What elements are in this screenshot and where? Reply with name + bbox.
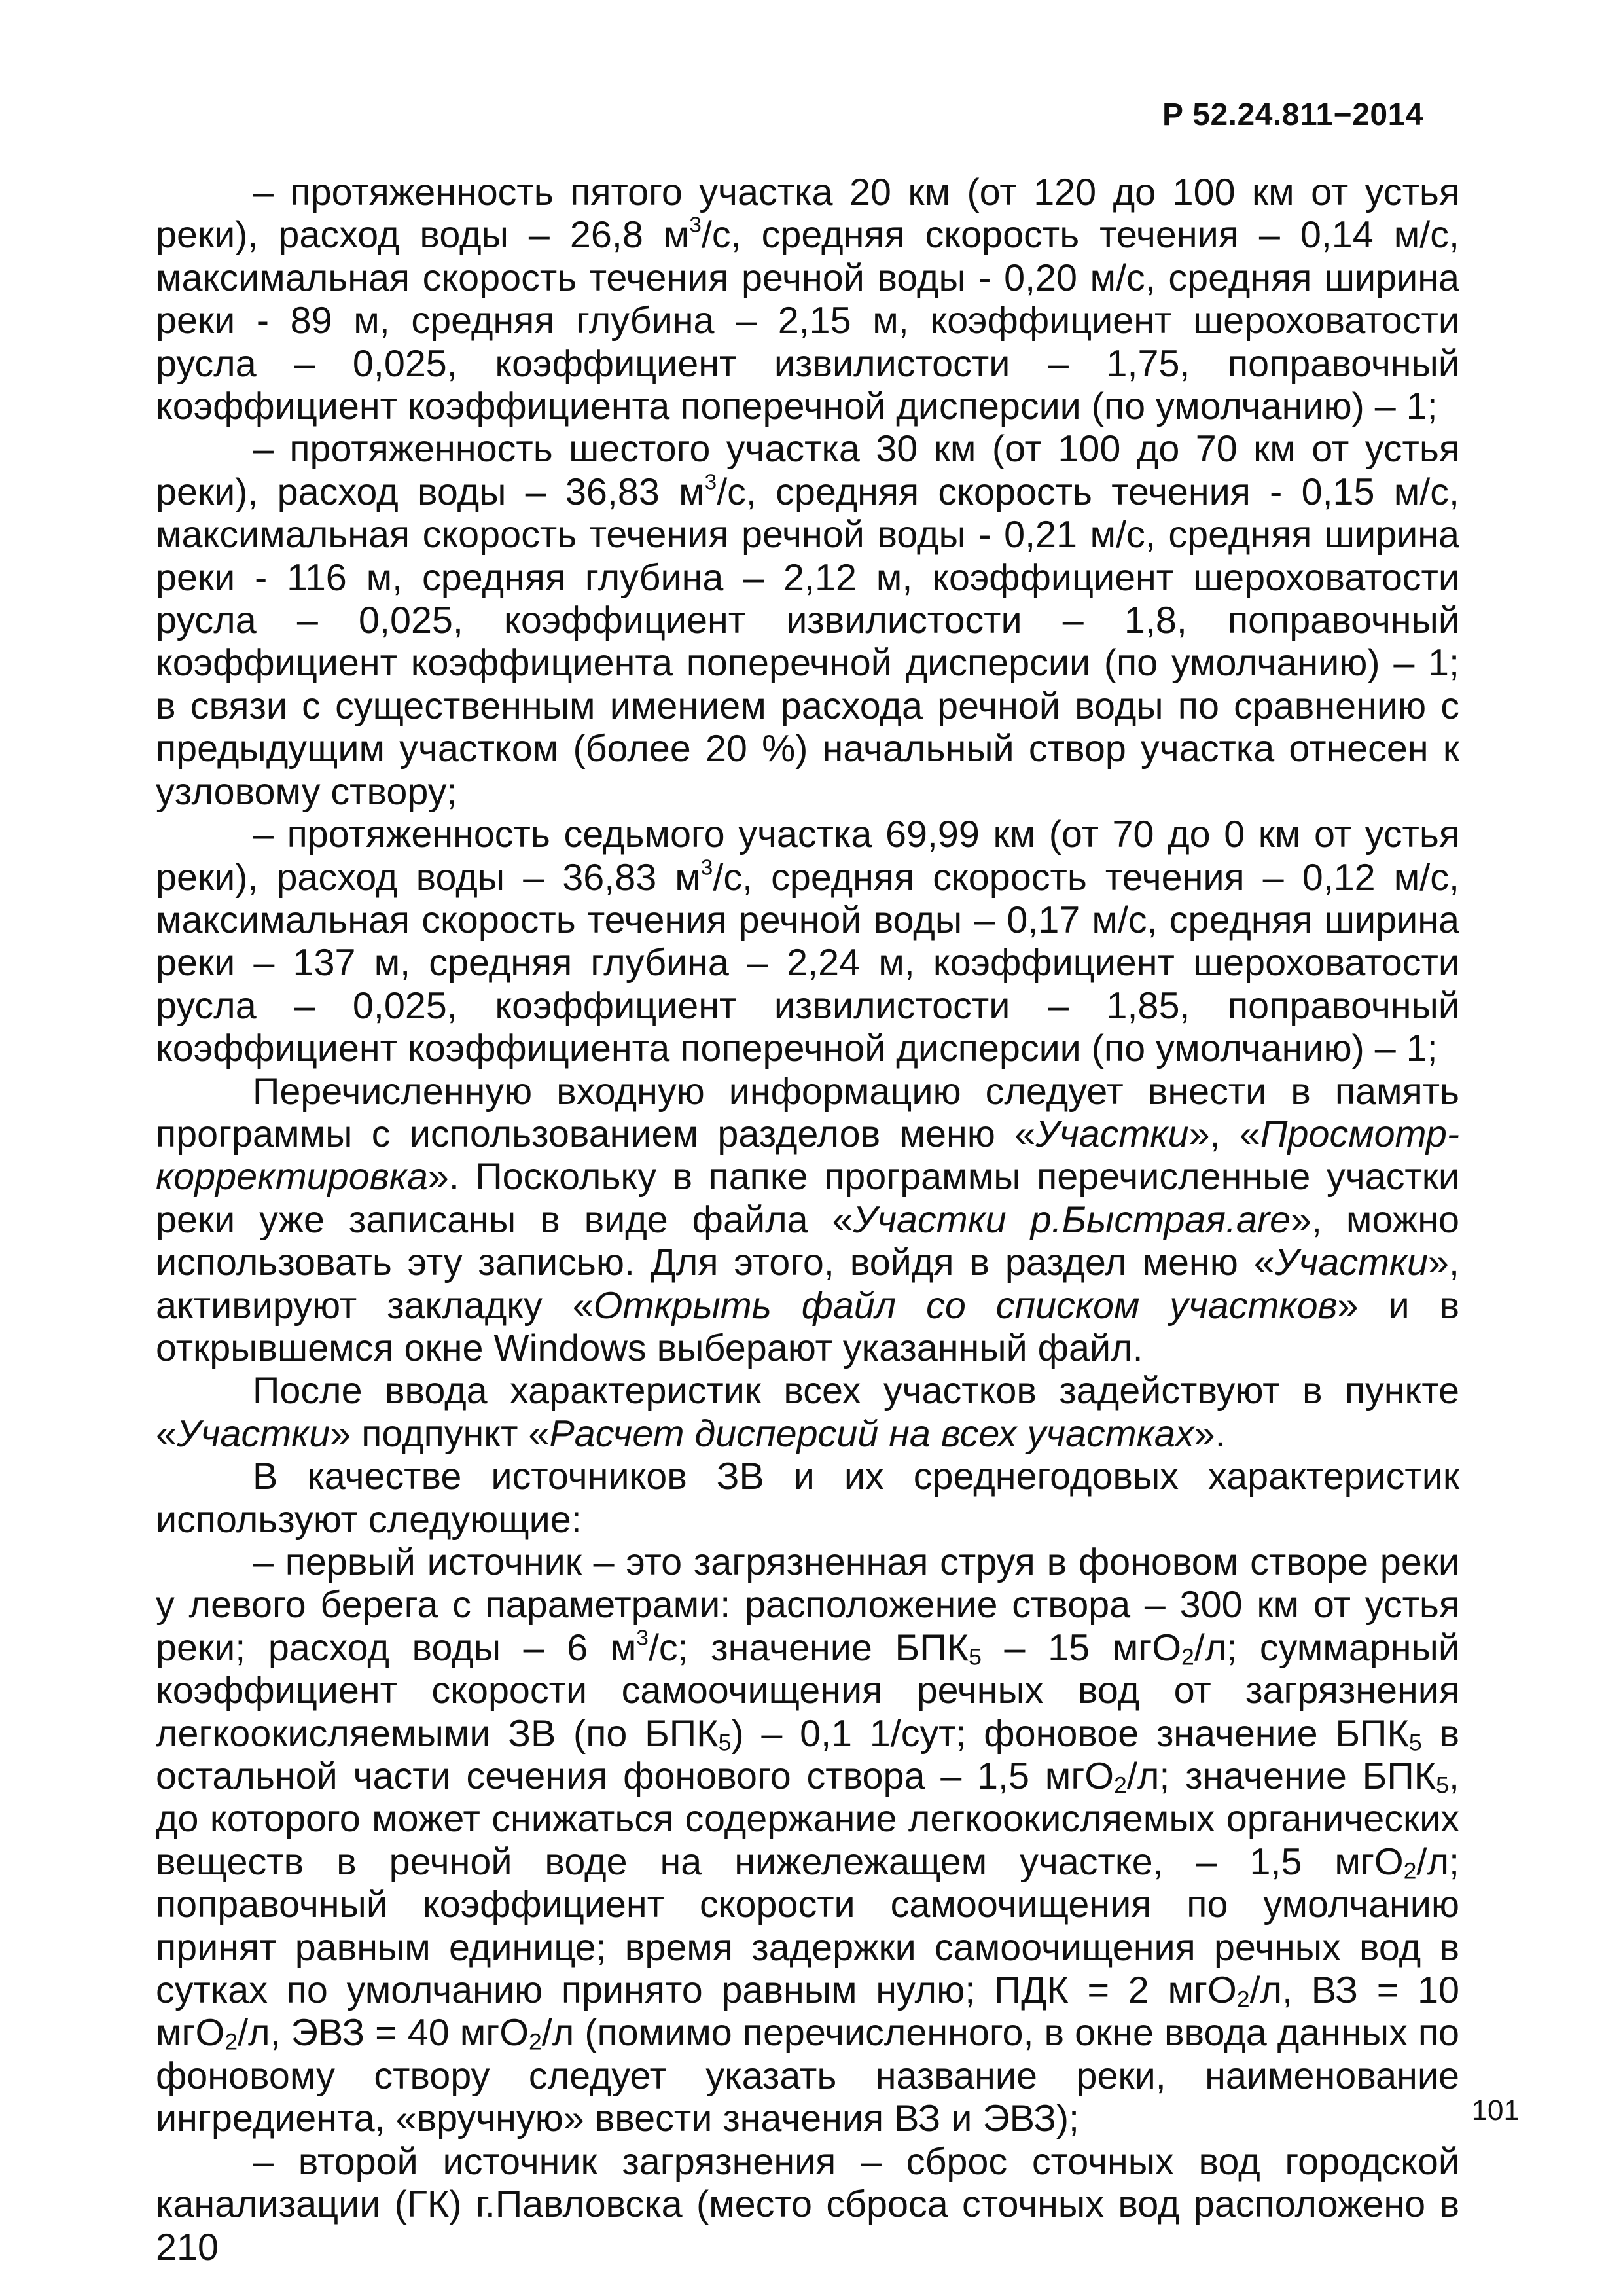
paragraph-section-5: – протяженность пятого участка 20 км (от 120 до 100 км от устья реки), расход воды – 26,8 $м^3/с$, средняя скорость течения – 0,14 м/с, максимальная скорость течения речной воды - 0,20 м/с, средняя ширина реки - 89 м, средняя глубина – 2,15 м, коэффициент шероховатости русла – 0,025, коэффициент извилистости – 1,75, поправочный коэффициент коэффициента поперечной дисперсии (по умолчанию) – 1; [156, 171, 1459, 428]
paragraph-sources-intro: В качестве источников ЗВ и их среднегодовых характеристик используют следующие: [156, 1456, 1459, 1541]
page-number: 101 [1471, 2094, 1520, 2126]
paragraph-second-source: – второй источник загрязнения – сброс сточных вод городской канализации (ГК) г.Павловска (место сброса сточных вод расположено в 210 [156, 2140, 1459, 2269]
body-text [156, 171, 1459, 2269]
paragraph-first-source: – первый источник – это загрязненная струя в фоновом створе реки у левого берега с параметрами: расположение створа – 300 км от устья реки; расход воды – 6 $м^3/с$; значение $БПК_5 - 15$ мгО$_2$/л; суммарный коэффициент скорости самоочищения речных вод от загрязнения легкоокисляемыми ЗВ (по $БПК_5) - 0,1$ 1/сут; фоновое значение $БПК_5$ в остальной части сечения фонового створа – 1,5 мгО$_2$/л; значение $БПК_5$, до которого может снижаться содержание легкоокисляемых органических веществ в речной воде на нижележащем участке, – 1,5 мгО$_2$/л; поправочный коэффициент скорости самоочищения по умолчанию принят равным единице; время задержки самоочищения речных вод в сутках по умолчанию принято равным нулю; ПДК = 2 мгО$_2$/л, ВЗ = 10 мгО$_2$/л, ЭВЗ = 40 мгО$_2$/л (помимо перечисленного, в окне ввода данных по фоновому створу следует указать название реки, наименование ингредиента, «вручную» ввести значения ВЗ и ЭВЗ); [156, 1541, 1460, 2140]
document-code: Р 52.24.811−2014 [1162, 98, 1423, 132]
paragraph-program-input: Перечисленную входную информацию следует внести в память программы с использованием разделов меню «Участки», «Просмотр-корректировка». Поскольку в папке программы перечисленные участки реки уже записаны в виде файла «Участки р.Быстрая.are», можно использовать эту записью. Для этого, войдя в раздел меню «Участки», активируют закладку «Открыть файл со списком участков» и в открывшемся окне Windows выберают указанный файл. [156, 1070, 1459, 1369]
paragraph-dispersion-calc: После ввода характеристик всех участков задействуют в пункте «Участки» подпункт «Расчет дисперсий на всех участках». [156, 1370, 1459, 1455]
paragraph-section-6: – протяженность шестого участка 30 км (от 100 до 70 км от устья реки), расход воды – 36,83 $м^3/с$, средняя скорость течения - 0,15 м/с, максимальная скорость течения речной воды - 0,21 м/с, средняя ширина реки - 116 м, средняя глубина – 2,12 м, коэффициент шероховатости русла – 0,025, коэффициент извилистости – 1,8, поправочный коэффициент коэффициента поперечной дисперсии (по умолчанию) – 1; в связи с существенным имением расхода речной воды по сравнению с предыдущим участком (более 20 %) начальный створ участка отнесен к узловому створу; [156, 428, 1459, 813]
paragraph-section-7: – протяженность седьмого участка 69,99 км (от 70 до 0 км от устья реки), расход воды – 36,83 $м^3/с$, средняя скорость течения – 0,12 м/с, максимальная скорость течения речной воды – 0,17 м/с, средняя ширина реки – 137 м, средняя глубина – 2,24 м, коэффициент шероховатости русла – 0,025, коэффициент извилистости – 1,85, поправочный коэффициент коэффициента поперечной дисперсии (по умолчанию) – 1; [156, 814, 1459, 1070]
